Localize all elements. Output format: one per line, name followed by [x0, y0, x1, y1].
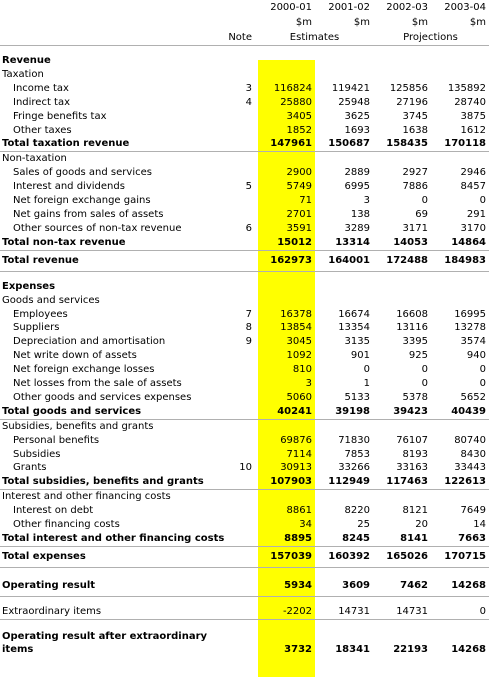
row-label: Net write down of assets [13, 350, 137, 362]
row-label: Employees [13, 308, 68, 320]
row-note [225, 236, 257, 250]
value-2001-02: 3135 [344, 336, 370, 348]
value-2001-02: 901 [350, 350, 370, 362]
value-2001-02: 112949 [315, 475, 373, 489]
total-row-operating-result [0, 576, 489, 597]
line-item-employees [0, 308, 489, 322]
value-2000-01: 107903 [257, 475, 315, 489]
value-2003-04: 28740 [454, 96, 486, 108]
value-2001-02: 164001 [315, 250, 373, 271]
value-2002-03: 8193 [402, 448, 428, 460]
value-2002-03: 165026 [373, 546, 431, 567]
value-2001-02: 14731 [315, 605, 373, 619]
row-note [225, 475, 257, 489]
value-2001-02: 16674 [338, 308, 370, 320]
value-2003-04: 14864 [431, 236, 489, 250]
total-row-total-subsidies-benefits-and-grants [0, 475, 489, 489]
line-item-other-taxes [0, 124, 489, 138]
section-heading-expenses [0, 280, 489, 294]
unit-header-3: $m [411, 17, 428, 28]
value-2001-02: 138 [350, 208, 370, 220]
row-label: Net gains from sales of assets [13, 208, 164, 220]
value-2000-01: 116824 [273, 82, 312, 94]
value-2001-02: 71830 [338, 434, 370, 446]
row-note [225, 208, 257, 222]
value-2002-03: 69 [415, 208, 428, 220]
value-2002-03: 20 [415, 519, 428, 531]
value-2000-01: 147961 [257, 137, 315, 151]
subheading-subsidies-benefits-and-grants [0, 419, 489, 433]
value-2002-03: 3745 [402, 110, 428, 122]
row-note [225, 124, 257, 138]
subheading-label: Taxation [2, 68, 44, 80]
row-note [225, 532, 257, 546]
value-2001-02: 3 [363, 195, 370, 207]
row-label: Depreciation and amortisation [13, 336, 166, 348]
row-label: Indirect tax [13, 96, 71, 108]
value-2002-03: 16608 [396, 308, 428, 320]
row-note [225, 576, 257, 597]
value-2002-03: 1638 [402, 124, 428, 136]
row-label: Other taxes [13, 124, 72, 136]
value-2002-03: 8121 [402, 505, 428, 517]
value-2002-03: 925 [408, 350, 428, 362]
subheading-label: Goods and services [2, 294, 100, 306]
value-2001-02: 6995 [344, 181, 370, 193]
row-label: Net foreign exchange gains [13, 195, 151, 207]
row-note [225, 166, 257, 180]
row-note [225, 110, 257, 124]
value-2002-03: 22193 [393, 643, 428, 655]
value-2000-01: 1092 [286, 350, 312, 362]
value-2003-04: 3875 [460, 110, 486, 122]
value-2003-04: 1612 [460, 124, 486, 136]
value-2003-04: 8457 [460, 181, 486, 193]
line-item-grants [0, 461, 489, 475]
row-note: 5 [245, 181, 252, 193]
row-label: Net foreign exchange losses [13, 364, 155, 376]
row-note [225, 518, 257, 532]
row-note: 9 [245, 336, 252, 348]
line-item-suppliers [0, 321, 489, 335]
row-note [225, 605, 257, 619]
total-row-total-revenue [0, 250, 489, 271]
row-label: Subsidies [13, 448, 61, 460]
value-2003-04: 8430 [460, 448, 486, 460]
row-label: Total goods and services [0, 405, 225, 419]
value-2002-03: 125856 [389, 82, 428, 94]
value-2003-04: 3170 [460, 222, 486, 234]
value-2003-04: 184983 [431, 250, 489, 271]
value-2000-01: 3732 [284, 643, 312, 655]
value-2001-02: 0 [363, 364, 370, 376]
value-2001-02: 160392 [315, 546, 373, 567]
value-2002-03: 3395 [402, 336, 428, 348]
value-2002-03: 172488 [373, 250, 431, 271]
line-item-interest-on-debt [0, 504, 489, 518]
value-2001-02: 3625 [344, 110, 370, 122]
value-2001-02: 18341 [335, 643, 370, 655]
value-2001-02: 13314 [315, 236, 373, 250]
row-note [225, 377, 257, 391]
value-2000-01: 3591 [286, 222, 312, 234]
value-2000-01: 5060 [286, 391, 312, 403]
subheading-label: Interest and other financing costs [2, 491, 171, 503]
value-2002-03: 14053 [373, 236, 431, 250]
value-2002-03: 13116 [396, 322, 428, 334]
row-label: Personal benefits [13, 434, 100, 446]
value-2002-03: 8141 [373, 532, 431, 546]
line-item-net-foreign-exchange-losses [0, 363, 489, 377]
value-2001-02: 8245 [315, 532, 373, 546]
header-units-row [0, 15, 489, 30]
row-note [225, 363, 257, 377]
row-label: Interest and dividends [13, 181, 125, 193]
value-2003-04: 40439 [431, 405, 489, 419]
value-2003-04: 16995 [454, 308, 486, 320]
year-header-3: 2002-03 [386, 2, 428, 13]
value-2003-04: 14268 [431, 576, 489, 597]
line-item-interest-and-dividends [0, 180, 489, 194]
unit-header-4: $m [469, 17, 486, 28]
value-2001-02: 39198 [315, 405, 373, 419]
section-heading-revenue [0, 54, 489, 68]
row-label: Total revenue [0, 250, 225, 271]
value-2001-02: 13354 [338, 322, 370, 334]
value-2000-01: 13854 [280, 322, 312, 334]
value-2001-02: 119421 [331, 82, 370, 94]
value-2003-04: 0 [479, 378, 486, 390]
value-2003-04: 0 [479, 195, 486, 207]
row-note [225, 448, 257, 462]
row-note [225, 405, 257, 419]
value-2002-03: 3171 [402, 222, 428, 234]
projections-header: Projections [373, 30, 489, 46]
value-2000-01: 2701 [286, 208, 312, 220]
section-heading-label: Expenses [2, 280, 56, 292]
value-2002-03: 27196 [396, 96, 428, 108]
value-2003-04: 2946 [460, 167, 486, 179]
value-2001-02: 1 [363, 378, 370, 390]
value-2000-01: 16378 [280, 308, 312, 320]
value-2003-04: 80740 [454, 434, 486, 446]
value-2000-01: 157039 [257, 546, 315, 567]
year-header-1: 2000-01 [270, 2, 312, 13]
value-2002-03: 2927 [402, 167, 428, 179]
row-note [225, 250, 257, 271]
value-2003-04: 13278 [454, 322, 486, 334]
line-item-fringe-benefits-tax [0, 110, 489, 124]
value-2000-01: -2202 [257, 605, 315, 619]
total-row-total-expenses [0, 546, 489, 567]
row-note [225, 434, 257, 448]
row-label: Net losses from the sale of assets [13, 378, 182, 390]
value-2000-01: 71 [299, 195, 312, 207]
value-2000-01: 3405 [286, 110, 312, 122]
value-2002-03: 0 [421, 195, 428, 207]
value-2003-04: 33443 [454, 462, 486, 474]
row-note [225, 194, 257, 208]
line-item-income-tax [0, 82, 489, 96]
row-label: Other financing costs [13, 519, 120, 531]
value-2000-01: 162973 [257, 250, 315, 271]
value-2001-02: 8220 [344, 505, 370, 517]
value-2000-01: 8895 [257, 532, 315, 546]
value-2000-01: 8861 [286, 505, 312, 517]
value-2000-01: 810 [292, 364, 312, 376]
value-2003-04: 3574 [460, 336, 486, 348]
note-column-header: Note [225, 30, 257, 46]
value-2000-01: 40241 [257, 405, 315, 419]
row-label: Other sources of non-tax revenue [13, 222, 182, 234]
total-row-total-interest-and-other-financing-costs [0, 532, 489, 546]
row-label: Grants [13, 462, 47, 474]
line-item-indirect-tax [0, 96, 489, 110]
value-2003-04: 0 [479, 364, 486, 376]
total-row-operating-result-after-extraordinary-items [0, 628, 489, 656]
row-note [225, 628, 257, 656]
value-2001-02: 7853 [344, 448, 370, 460]
value-2000-01: 15012 [257, 236, 315, 250]
value-2003-04: 0 [431, 605, 489, 619]
value-2000-01: 30913 [280, 462, 312, 474]
value-2002-03: 39423 [373, 405, 431, 419]
value-2003-04: 7649 [460, 505, 486, 517]
row-note [225, 349, 257, 363]
value-2000-01: 34 [299, 519, 312, 531]
value-2001-02: 25948 [338, 96, 370, 108]
value-2003-04: 291 [466, 208, 486, 220]
section-heading-label: Revenue [2, 55, 51, 66]
total-row-extraordinary-items [0, 605, 489, 619]
value-2000-01: 69876 [280, 434, 312, 446]
row-label: Income tax [13, 82, 69, 94]
line-item-net-losses-from-the-sale-of-assets [0, 377, 489, 391]
row-label: Operating result [0, 576, 225, 597]
value-2002-03: 158435 [373, 137, 431, 151]
unit-header-2: $m [353, 17, 370, 28]
value-2002-03: 7462 [373, 576, 431, 597]
total-row-total-goods-and-services [0, 405, 489, 419]
line-item-net-foreign-exchange-gains [0, 194, 489, 208]
value-2001-02: 3289 [344, 222, 370, 234]
row-label: Total non-tax revenue [0, 236, 225, 250]
value-2001-02: 1693 [344, 124, 370, 136]
row-label: Total taxation revenue [0, 137, 225, 151]
total-row-total-non-tax-revenue [0, 236, 489, 250]
value-2000-01: 5934 [257, 576, 315, 597]
value-2003-04: 170715 [431, 546, 489, 567]
row-note [225, 391, 257, 405]
row-note [225, 137, 257, 151]
year-header-4: 2003-04 [444, 2, 486, 13]
value-2003-04: 135892 [447, 82, 486, 94]
row-label: Sales of goods and services [13, 167, 152, 179]
line-item-subsidies [0, 448, 489, 462]
row-label: Operating result after extraordinary items [2, 630, 208, 655]
row-label: Interest on debt [13, 505, 94, 517]
line-item-other-goods-and-services-expenses [0, 391, 489, 405]
row-label: Total expenses [0, 546, 225, 567]
value-2000-01: 1852 [286, 124, 312, 136]
value-2003-04: 14 [473, 519, 486, 531]
row-note: 7 [245, 308, 252, 320]
row-label: Suppliers [13, 322, 60, 334]
value-2000-01: 7114 [286, 448, 312, 460]
line-item-sales-of-goods-and-services [0, 166, 489, 180]
value-2002-03: 5378 [402, 391, 428, 403]
value-2002-03: 7886 [402, 181, 428, 193]
subheading-label: Subsidies, benefits and grants [2, 420, 154, 432]
row-label: Total interest and other financing costs [0, 532, 225, 546]
subheading-label: Non-taxation [2, 153, 67, 165]
header-years-row [0, 0, 489, 15]
row-note [225, 546, 257, 567]
estimates-header: Estimates [257, 30, 373, 46]
value-2003-04: 7663 [431, 532, 489, 546]
row-note: 4 [245, 96, 252, 108]
value-2002-03: 14731 [373, 605, 431, 619]
total-row-total-taxation-revenue [0, 137, 489, 151]
value-2002-03: 33163 [396, 462, 428, 474]
value-2003-04: 5652 [460, 391, 486, 403]
header-labels-row [0, 30, 489, 46]
value-2001-02: 33266 [338, 462, 370, 474]
value-2000-01: 3045 [286, 336, 312, 348]
row-note: 3 [245, 82, 252, 94]
value-2001-02: 5133 [344, 391, 370, 403]
value-2000-01: 5749 [286, 181, 312, 193]
row-label: Fringe benefits tax [13, 110, 107, 122]
value-2003-04: 170118 [431, 137, 489, 151]
year-header-2: 2001-02 [328, 2, 370, 13]
line-item-net-write-down-of-assets [0, 349, 489, 363]
value-2002-03: 117463 [373, 475, 431, 489]
value-2002-03: 76107 [396, 434, 428, 446]
row-label: Other goods and services expenses [13, 391, 192, 403]
value-2000-01: 2900 [286, 167, 312, 179]
subheading-interest-and-other-financing-costs [0, 490, 489, 504]
subheading-non-taxation [0, 152, 489, 166]
row-note [225, 504, 257, 518]
subheading-goods-and-services [0, 294, 489, 308]
line-item-net-gains-from-sales-of-assets [0, 208, 489, 222]
value-2002-03: 0 [421, 364, 428, 376]
row-note: 6 [245, 222, 252, 234]
value-2003-04: 14268 [451, 643, 486, 655]
value-2001-02: 2889 [344, 167, 370, 179]
line-item-other-financing-costs [0, 518, 489, 532]
row-label: Total subsidies, benefits and grants [0, 475, 225, 489]
value-2001-02: 150687 [315, 137, 373, 151]
line-item-depreciation-and-amortisation [0, 335, 489, 349]
line-item-personal-benefits [0, 434, 489, 448]
subheading-taxation [0, 68, 489, 82]
value-2002-03: 0 [421, 378, 428, 390]
value-2000-01: 25880 [280, 96, 312, 108]
value-2003-04: 122613 [431, 475, 489, 489]
row-note: 10 [239, 462, 252, 474]
value-2001-02: 25 [357, 519, 370, 531]
row-label: Extraordinary items [0, 605, 225, 619]
value-2000-01: 3 [305, 378, 312, 390]
row-note: 8 [245, 322, 252, 334]
unit-header-1: $m [295, 17, 312, 28]
line-item-other-sources-of-non-tax-revenue [0, 222, 489, 236]
value-2001-02: 3609 [315, 576, 373, 597]
value-2003-04: 940 [466, 350, 486, 362]
